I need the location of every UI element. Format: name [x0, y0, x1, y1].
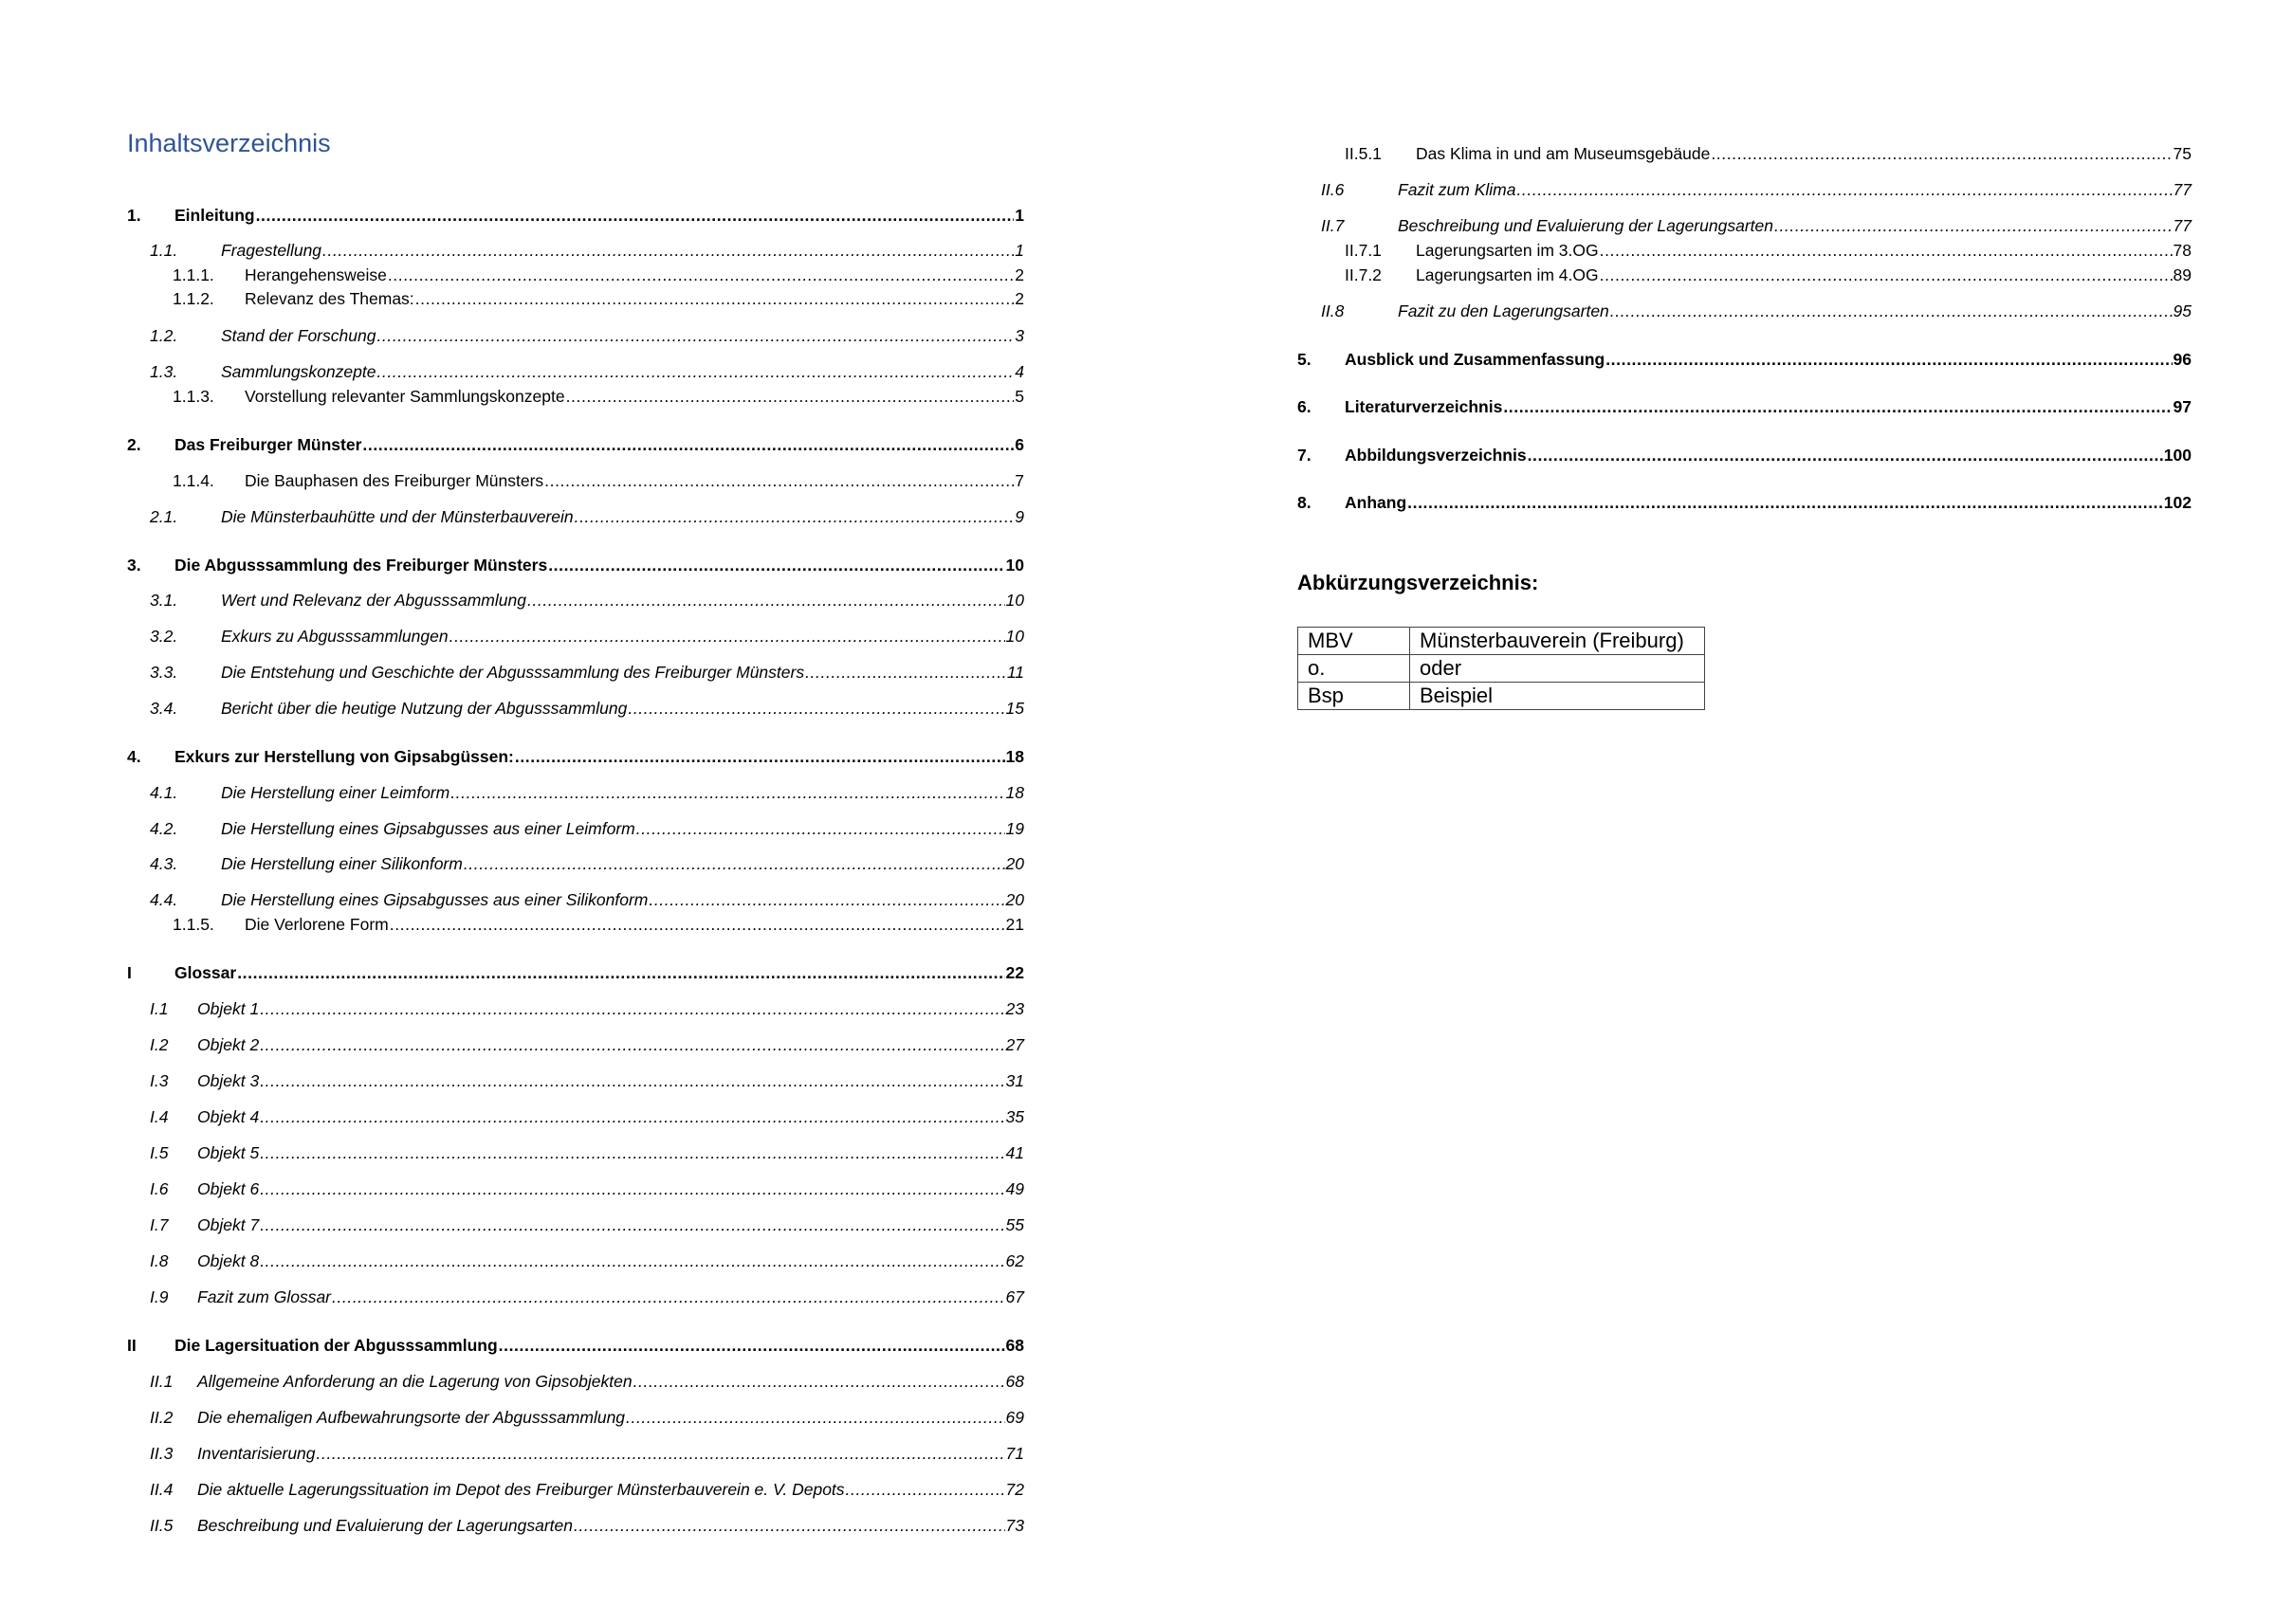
- toc-entry-label: Wert und Relevanz der Abgusssammlung: [221, 591, 526, 610]
- toc-entry-page: 69: [1005, 1408, 1024, 1427]
- toc-dot-leader: [388, 264, 1014, 286]
- toc-entry[interactable]: [127, 505, 1024, 528]
- toc-entry[interactable]: [127, 1514, 1024, 1537]
- toc-entry-page: 7: [1015, 471, 1024, 490]
- toc-dot-leader: [1711, 142, 2172, 165]
- toc-entry-page: 10: [1005, 627, 1024, 646]
- toc-entry-label: Objekt 4: [197, 1107, 260, 1126]
- toc-entry-page: 31: [1005, 1071, 1024, 1090]
- toc-entry-number: II.3: [150, 1444, 174, 1463]
- toc-dot-leader: [846, 1478, 1005, 1501]
- toc-entry-label: Die Herstellung eines Gipsabgusses aus einer Silikonform: [221, 890, 649, 909]
- toc-entry[interactable]: [127, 1177, 1024, 1200]
- toc-entry-label: Fazit zum Klima: [1398, 180, 1516, 199]
- toc-entry[interactable]: [127, 324, 1024, 347]
- toc-entry-number: 8.: [1297, 493, 1312, 512]
- toc-entry[interactable]: [127, 1141, 1024, 1164]
- toc-entry-page: 18: [1005, 783, 1024, 802]
- toc-entry-label: Die aktuelle Lagerungssituation im Depot des Freiburger Münsterbauverein e. V. Depots: [197, 1480, 845, 1499]
- toc-entry-number: I.6: [150, 1179, 169, 1198]
- toc-entry-page: 20: [1005, 890, 1024, 909]
- abbreviation-full: Münsterbauverein (Freiburg): [1410, 628, 1705, 655]
- toc-entry-label: Sammlungskonzepte: [221, 362, 376, 381]
- toc-dot-leader: [256, 204, 1015, 227]
- toc-entry-page: 20: [1005, 854, 1024, 873]
- toc-entry[interactable]: [1297, 214, 2192, 237]
- toc-dot-leader: [1528, 444, 2163, 466]
- toc-dot-leader: [390, 913, 1005, 936]
- toc-dot-leader: [376, 360, 1014, 383]
- toc-dot-leader: [464, 852, 1005, 875]
- toc-entry-number: II.5: [150, 1516, 174, 1535]
- toc-entry[interactable]: [1297, 300, 2192, 322]
- toc-entry-page: 75: [2173, 144, 2192, 163]
- toc-entry[interactable]: [127, 360, 1024, 383]
- toc-dot-leader: [322, 239, 1014, 262]
- toc-entry-label: Einleitung: [174, 206, 255, 225]
- toc-entry-number: II.7: [1321, 216, 1345, 235]
- toc-entry-number: 4.1.: [150, 783, 178, 802]
- toc-entry-number: 7.: [1297, 446, 1312, 465]
- toc-entry-page: 1: [1015, 206, 1024, 225]
- toc-entry-label: Abbildungsverzeichnis: [1345, 446, 1527, 465]
- toc-entry[interactable]: [1297, 142, 2192, 165]
- toc-dot-leader: [499, 1334, 1005, 1357]
- toc-title: Inhaltsverzeichnis: [127, 129, 331, 157]
- toc-dot-leader: [260, 1141, 1004, 1164]
- toc-entry[interactable]: [127, 781, 1024, 804]
- abbreviation-row: [1298, 628, 1705, 655]
- toc-entry[interactable]: [1297, 264, 2192, 286]
- toc-dot-leader: [574, 1514, 1005, 1537]
- toc-dot-leader: [376, 324, 1014, 347]
- toc-dot-leader: [332, 1286, 1005, 1308]
- toc-entry-number: 3.: [127, 556, 141, 575]
- toc-entry-number: 1.2.: [150, 326, 178, 345]
- toc-entry-label: Lagerungsarten im 4.OG: [1416, 265, 1599, 284]
- toc-entry-label: Bericht über die heutige Nutzung der Abgusssammlung: [221, 699, 628, 718]
- toc-entry[interactable]: [1297, 491, 2192, 514]
- toc-dot-leader: [548, 554, 1004, 576]
- toc-entry-page: 73: [1005, 1516, 1024, 1535]
- toc-entry-label: Objekt 7: [197, 1215, 260, 1234]
- abbreviation-full: oder: [1410, 655, 1705, 683]
- toc-entry-page: 97: [2173, 397, 2192, 416]
- toc-entry-number: 1.1.3.: [173, 387, 214, 406]
- toc-dot-leader: [260, 1177, 1004, 1200]
- toc-entry-label: Exkurs zu Abgusssammlungen: [221, 627, 449, 646]
- toc-entry-label: Objekt 6: [197, 1179, 260, 1198]
- toc-entry-label: Relevanz des Themas:: [245, 289, 414, 308]
- abbreviation-full: Beispiel: [1410, 683, 1705, 710]
- toc-entry[interactable]: [127, 469, 1024, 492]
- toc-entry[interactable]: [127, 589, 1024, 611]
- abbreviations-table: [1297, 627, 1705, 710]
- toc-entry[interactable]: [127, 661, 1024, 684]
- toc-entry-page: 102: [2163, 493, 2192, 512]
- toc-dot-leader: [260, 1250, 1004, 1272]
- toc-dot-leader: [636, 817, 1005, 840]
- toc-entry-page: 27: [1005, 1035, 1024, 1054]
- toc-entry-label: Inventarisierung: [197, 1444, 316, 1463]
- toc-entry-label: Stand der Forschung: [221, 326, 376, 345]
- toc-entry-number: I.4: [150, 1107, 169, 1126]
- toc-entry-number: I.7: [150, 1215, 169, 1234]
- toc-entry-label: Die Bauphasen des Freiburger Münsters: [245, 471, 544, 490]
- toc-entry-label: Die Herstellung einer Leimform: [221, 783, 450, 802]
- toc-entry[interactable]: [127, 1105, 1024, 1128]
- toc-entry-number: I.5: [150, 1143, 169, 1162]
- toc-entry-number: II.4: [150, 1480, 174, 1499]
- toc-entry-label: Fazit zu den Lagerungsarten: [1398, 301, 1609, 320]
- toc-dot-leader: [260, 1033, 1004, 1056]
- toc-entry-number: 1.1.: [150, 241, 178, 260]
- toc-entry-number: 1.1.1.: [173, 265, 214, 284]
- toc-dot-leader: [260, 1213, 1004, 1236]
- toc-entry-page: 100: [2163, 446, 2192, 465]
- toc-entry-number: I.1: [150, 999, 169, 1018]
- toc-dot-leader: [1600, 239, 2173, 262]
- abbreviation-short: o.: [1298, 655, 1410, 683]
- toc-entry-page: 5: [1015, 387, 1024, 406]
- toc-entry-label: Objekt 2: [197, 1035, 260, 1054]
- toc-entry-number: 4.4.: [150, 890, 178, 909]
- toc-entry-number: I.9: [150, 1287, 169, 1306]
- toc-entry-page: 23: [1005, 999, 1024, 1018]
- toc-dot-leader: [449, 625, 1005, 648]
- toc-entry[interactable]: [127, 1370, 1024, 1393]
- toc-entry[interactable]: [127, 817, 1024, 840]
- abbreviation-short: Bsp: [1298, 683, 1410, 710]
- toc-entry[interactable]: [127, 1286, 1024, 1308]
- toc-entry-number: I: [127, 963, 132, 982]
- toc-entry-label: Beschreibung und Evaluierung der Lagerungsarten: [1398, 216, 1773, 235]
- toc-entry-page: 21: [1005, 915, 1024, 934]
- toc-entry-label: Objekt 1: [197, 999, 260, 1018]
- toc-entry-number: 1.1.5.: [173, 915, 214, 934]
- toc-entry[interactable]: [127, 1213, 1024, 1236]
- toc-entry-number: I.3: [150, 1071, 169, 1090]
- toc-entry[interactable]: [1297, 348, 2192, 371]
- toc-entry-page: 67: [1005, 1287, 1024, 1306]
- toc-entry-label: Fazit zum Glossar: [197, 1287, 331, 1306]
- abbreviations-heading: Abkürzungsverzeichnis:: [1297, 571, 1539, 594]
- toc-entry[interactable]: [127, 1406, 1024, 1429]
- toc-entry-page: 10: [1005, 556, 1024, 575]
- toc-entry[interactable]: [1297, 178, 2192, 201]
- toc-entry-number: II.8: [1321, 301, 1345, 320]
- toc-dot-leader: [575, 505, 1015, 528]
- toc-entry-label: Objekt 5: [197, 1143, 260, 1162]
- toc-entry[interactable]: [127, 1334, 1024, 1357]
- toc-entry-page: 22: [1005, 963, 1024, 982]
- toc-dot-leader: [317, 1442, 1005, 1465]
- toc-entry[interactable]: [127, 961, 1024, 984]
- toc-entry-page: 78: [2173, 241, 2192, 260]
- toc-entry[interactable]: [127, 1033, 1024, 1056]
- toc-entry-number: 3.2.: [150, 627, 178, 646]
- toc-entry-page: 77: [2173, 216, 2192, 235]
- toc-entry-number: 1.1.2.: [173, 289, 214, 308]
- toc-entry[interactable]: [1297, 239, 2192, 262]
- toc-entry-page: 2: [1015, 265, 1024, 284]
- toc-entry-page: 72: [1005, 1480, 1024, 1499]
- abbreviation-row: [1298, 655, 1705, 683]
- toc-entry-number: 4.: [127, 747, 141, 766]
- toc-entry-page: 49: [1005, 1179, 1024, 1198]
- toc-entry-number: 2.: [127, 435, 141, 454]
- toc-dot-leader: [260, 1105, 1004, 1128]
- toc-entry-label: Die Herstellung eines Gipsabgusses aus einer Leimform: [221, 819, 635, 838]
- toc-entry[interactable]: [127, 239, 1024, 262]
- toc-entry-number: 1.1.4.: [173, 471, 214, 490]
- toc-entry-page: 96: [2173, 350, 2192, 369]
- toc-entry-number: II.5.1: [1345, 144, 1382, 163]
- toc-entry-number: I.2: [150, 1035, 169, 1054]
- toc-entry[interactable]: [127, 997, 1024, 1020]
- toc-entry[interactable]: [127, 287, 1024, 310]
- abbreviation-short: MBV: [1298, 628, 1410, 655]
- toc-entry[interactable]: [127, 913, 1024, 936]
- toc-entry-page: 3: [1015, 326, 1024, 345]
- toc-entry-label: Glossar: [174, 963, 237, 982]
- toc-entry-page: 62: [1005, 1251, 1024, 1270]
- toc-entry-number: II.7.2: [1345, 265, 1382, 284]
- abbreviation-row: [1298, 683, 1705, 710]
- toc-entry-page: 4: [1015, 362, 1024, 381]
- toc-entry-page: 41: [1005, 1143, 1024, 1162]
- toc-dot-leader: [1610, 300, 2173, 322]
- toc-entry-number: II: [127, 1336, 137, 1355]
- toc-dot-leader: [237, 961, 1004, 984]
- toc-dot-leader: [1605, 348, 2172, 371]
- toc-entry-page: 15: [1005, 699, 1024, 718]
- toc-entry[interactable]: [127, 1442, 1024, 1465]
- toc-entry-page: 89: [2173, 265, 2192, 284]
- toc-entry-label: Die Verlorene Form: [245, 915, 389, 934]
- toc-dot-leader: [362, 433, 1014, 456]
- toc-entry-label: Herangehensweise: [245, 265, 387, 284]
- toc-entry-label: Fragestellung: [221, 241, 322, 260]
- toc-entry-number: 1.3.: [150, 362, 178, 381]
- toc-entry-label: Objekt 8: [197, 1251, 260, 1270]
- toc-entry-page: 68: [1005, 1336, 1024, 1355]
- toc-entry[interactable]: [127, 1069, 1024, 1092]
- toc-entry-page: 55: [1005, 1215, 1024, 1234]
- toc-entry-label: Ausblick und Zusammenfassung: [1345, 350, 1605, 369]
- toc-entry-page: 19: [1005, 819, 1024, 838]
- toc-entry-number: II.1: [150, 1372, 174, 1391]
- toc-dot-leader: [626, 1406, 1004, 1429]
- toc-entry[interactable]: [127, 385, 1024, 408]
- toc-entry-label: Die Lagersituation der Abgusssammlung: [174, 1336, 498, 1355]
- toc-entry-number: 1.: [127, 206, 141, 225]
- toc-dot-leader: [1407, 491, 2163, 514]
- toc-entry-number: 3.4.: [150, 699, 178, 718]
- toc-dot-leader: [415, 287, 1015, 310]
- toc-entry-label: Vorstellung relevanter Sammlungskonzepte: [245, 387, 565, 406]
- toc-entry-label: Das Klima in und am Museumsgebäude: [1416, 144, 1711, 163]
- toc-entry-number: 4.3.: [150, 854, 178, 873]
- toc-dot-leader: [515, 745, 1005, 768]
- toc-entry[interactable]: [127, 625, 1024, 648]
- toc-entry[interactable]: [127, 433, 1024, 456]
- toc-dot-leader: [628, 697, 1004, 720]
- toc-entry-label: Die Münsterbauhütte und der Münsterbauverein: [221, 507, 574, 526]
- toc-entry[interactable]: [127, 852, 1024, 875]
- toc-dot-leader: [544, 469, 1014, 492]
- toc-entry-label: Beschreibung und Evaluierung der Lagerungsarten: [197, 1516, 573, 1535]
- toc-entry[interactable]: [127, 204, 1024, 227]
- toc-entry-label: Exkurs zur Herstellung von Gipsabgüssen:: [174, 747, 514, 766]
- toc-entry-label: Das Freiburger Münster: [174, 435, 362, 454]
- toc-entry-page: 95: [2173, 301, 2192, 320]
- toc-entry-page: 6: [1015, 435, 1024, 454]
- toc-dot-leader: [1600, 264, 2173, 286]
- toc-entry[interactable]: [127, 264, 1024, 286]
- toc-entry-number: 5.: [1297, 350, 1312, 369]
- toc-entry[interactable]: [127, 697, 1024, 720]
- toc-dot-leader: [260, 997, 1004, 1020]
- toc-entry-label: Die Entstehung und Geschichte der Abgusssammlung des Freiburger Münsters: [221, 663, 805, 682]
- toc-entry-page: 11: [1006, 663, 1024, 682]
- toc-entry-label: Allgemeine Anforderung an die Lagerung von Gipsobjekten: [197, 1372, 633, 1391]
- toc-dot-leader: [566, 385, 1015, 408]
- toc-entry-number: 3.1.: [150, 591, 178, 610]
- toc-dot-leader: [1516, 178, 2172, 201]
- toc-dot-leader: [649, 888, 1004, 911]
- toc-dot-leader: [1503, 395, 2172, 418]
- toc-entry-page: 1: [1015, 241, 1024, 260]
- toc-entry[interactable]: [1297, 444, 2192, 466]
- toc-dot-leader: [527, 589, 1005, 611]
- toc-entry-label: Objekt 3: [197, 1071, 260, 1090]
- toc-dot-leader: [260, 1069, 1004, 1092]
- toc-entry-label: Die ehemaligen Aufbewahrungsorte der Abgusssammlung: [197, 1408, 626, 1427]
- toc-entry[interactable]: [127, 1250, 1024, 1272]
- toc-entry[interactable]: [127, 1478, 1024, 1501]
- toc-entry[interactable]: [127, 745, 1024, 768]
- toc-entry-number: II.6: [1321, 180, 1345, 199]
- toc-entry-number: 2.1.: [150, 507, 178, 526]
- toc-dot-leader: [1774, 214, 2173, 237]
- toc-entry-page: 18: [1005, 747, 1024, 766]
- toc-dot-leader: [450, 781, 1004, 804]
- toc-entry-page: 71: [1005, 1444, 1024, 1463]
- toc-entry-number: II.2: [150, 1408, 174, 1427]
- toc-entry[interactable]: [127, 554, 1024, 576]
- toc-entry-page: 35: [1005, 1107, 1024, 1126]
- toc-entry-label: Lagerungsarten im 3.OG: [1416, 241, 1599, 260]
- toc-entry[interactable]: [127, 888, 1024, 911]
- toc-entry-label: Die Herstellung einer Silikonform: [221, 854, 463, 873]
- toc-entry-page: 2: [1015, 289, 1024, 308]
- toc-entry[interactable]: [1297, 395, 2192, 418]
- toc-dot-leader: [805, 661, 1006, 684]
- toc-entry-number: 6.: [1297, 397, 1312, 416]
- toc-entry-number: II.7.1: [1345, 241, 1382, 260]
- toc-entry-label: Anhang: [1345, 493, 1407, 512]
- toc-entry-page: 10: [1005, 591, 1024, 610]
- toc-entry-page: 77: [2173, 180, 2192, 199]
- toc-dot-leader: [633, 1370, 1005, 1393]
- toc-entry-label: Literaturverzeichnis: [1345, 397, 1503, 416]
- toc-entry-page: 9: [1015, 507, 1024, 526]
- toc-entry-page: 68: [1005, 1372, 1024, 1391]
- toc-entry-number: 3.3.: [150, 663, 178, 682]
- toc-entry-label: Die Abgusssammlung des Freiburger Münsters: [174, 556, 548, 575]
- toc-entry-number: I.8: [150, 1251, 169, 1270]
- toc-entry-number: 4.2.: [150, 819, 178, 838]
